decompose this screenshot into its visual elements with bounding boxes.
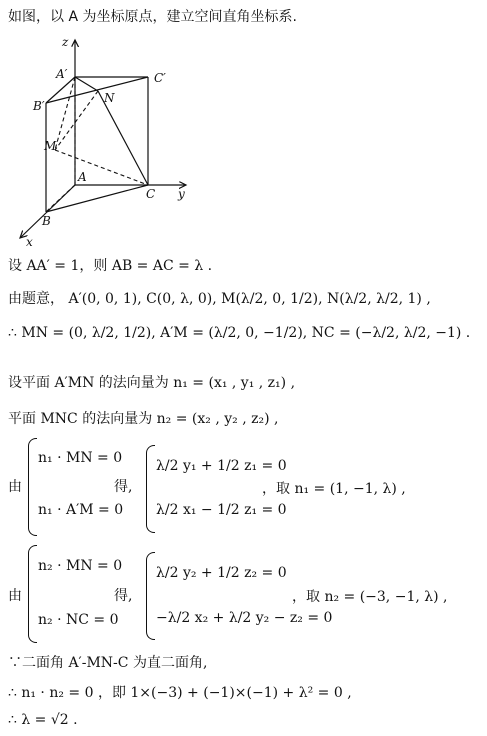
dash-m-c xyxy=(55,150,148,185)
step-vectors: ∴ MN = (0, λ/2, 1/2), A′M = (λ/2, 0, −1/2), NC = (−λ/2, λ/2, −1) . xyxy=(8,325,471,341)
dash-a1-m xyxy=(55,77,75,150)
system1-brace-left xyxy=(28,438,37,536)
system1-result2: λ/2 x₁ − 1/2 z₁ = 0 xyxy=(156,502,287,518)
label-b: B xyxy=(42,214,51,228)
label-m: M xyxy=(44,139,57,153)
system1-result1: λ/2 y₁ + 1/2 z₁ = 0 xyxy=(156,458,287,474)
step-normal-2: 平面 MNC 的法向量为 n₂ = (x₂ , y₂ , z₂) , xyxy=(8,411,279,427)
system2-take: ，取 n₂ = (−3, −1, λ) , xyxy=(292,589,448,605)
label-a: A xyxy=(78,170,87,184)
step-set-lengths: 设 AA′ = 1，则 AB = AC = λ . xyxy=(8,258,213,274)
dash-n-m xyxy=(55,91,98,150)
label-z: z xyxy=(62,35,69,49)
label-c-prime: C′ xyxy=(154,71,166,85)
edge-a1-n xyxy=(75,77,98,91)
system2-eq2: n₂ · NC = 0 xyxy=(38,612,119,628)
edge-n-c xyxy=(98,91,148,185)
label-b-prime: B′ xyxy=(33,99,45,113)
label-c: C xyxy=(146,187,156,201)
system1-brace-right xyxy=(146,445,155,533)
system2-result1: λ/2 y₂ + 1/2 z₂ = 0 xyxy=(156,565,287,581)
system2-brace-right xyxy=(146,552,155,640)
label-n: N xyxy=(104,91,115,105)
step-coordinates xyxy=(8,288,431,308)
system1-prefix: 由 xyxy=(8,479,22,495)
step-dot-product: ∴ n₁ · n₂ = 0 ，即 1×(−3) + (−1)×(−1) + λ² = 0 , xyxy=(8,685,352,701)
prism-figure xyxy=(0,0,487,250)
step-answer: ∴ λ = √2 . xyxy=(8,712,78,728)
step-coordinates-prefix: 由题意， xyxy=(8,291,64,307)
system2-eq1: n₂ · MN = 0 xyxy=(38,558,123,574)
step-dihedral: ∵二面角 A′‑MN‑C 为直二面角, xyxy=(8,655,208,671)
step-normal-1: 设平面 A′MN 的法向量为 n₁ = (x₁ , y₁ , z₁) , xyxy=(8,375,296,391)
system2-prefix: 由 xyxy=(8,588,22,604)
system2-result2: −λ/2 x₂ + λ/2 y₂ − z₂ = 0 xyxy=(156,610,333,626)
system2-brace-left xyxy=(28,545,37,643)
intro-text: 如图，以 A 为坐标原点，建立空间直角坐标系. xyxy=(8,9,297,25)
label-x: x xyxy=(26,235,33,249)
label-a-prime: A′ xyxy=(56,67,68,81)
system1-take: ，取 n₁ = (1, −1, λ) , xyxy=(262,481,406,497)
system2-de: 得, xyxy=(114,588,133,604)
system1-de: 得, xyxy=(114,479,133,495)
system1-eq1: n₁ · MN = 0 xyxy=(38,450,123,466)
label-y: y xyxy=(178,187,185,201)
step-coordinates-text: A′(0, 0, 1), C(0, λ, 0), M(λ/2, 0, 1/2), N(λ/2, λ/2, 1) , xyxy=(68,291,431,307)
system1-eq2: n₁ · A′M = 0 xyxy=(38,502,124,518)
